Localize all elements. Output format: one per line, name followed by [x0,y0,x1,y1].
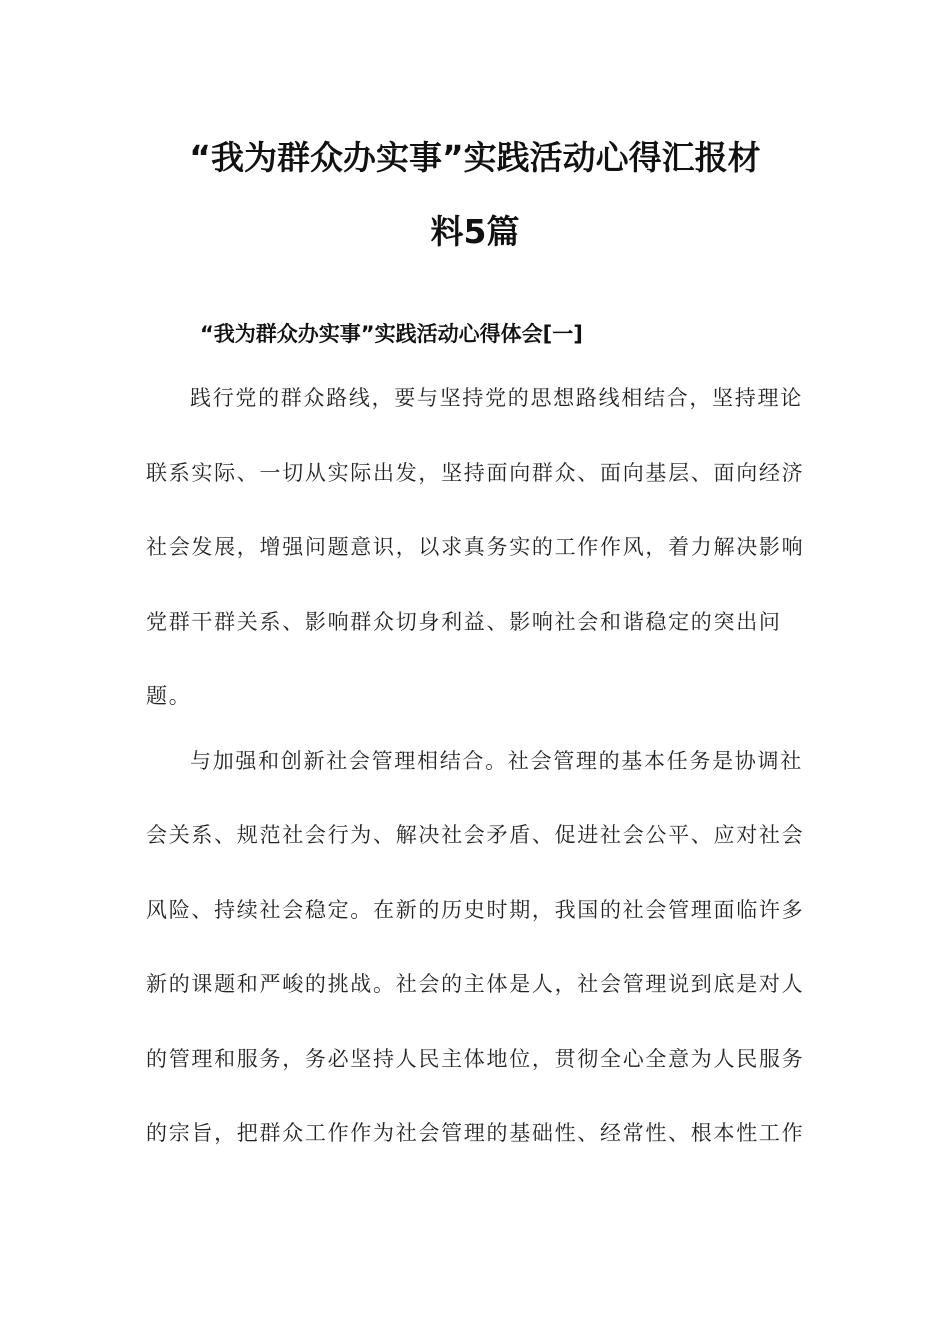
paragraph-1-line-3: 社会发展，增强问题意识，以求真务实的工作作风，着力解决影响 [146,535,805,559]
paragraph-1-line-1: 践行党的群众路线，要与坚持党的思想路线相结合，坚持理论 [190,386,803,410]
paragraph-2-line-4: 新的课题和严峻的挑战。社会的主体是人，社会管理说到底是对人 [146,972,805,996]
paragraph-1-line-4: 党群干群关系、影响群众切身利益、影响社会和谐稳定的突出问 [146,610,782,634]
paragraph-1-line-2: 联系实际、一切从实际出发，坚持面向群众、面向基层、面向经济 [146,461,805,485]
paragraph-1-line-5: 题。 [146,684,192,708]
document-title-line-2: 料5篇 [430,212,520,251]
paragraph-2-line-2: 会关系、规范社会行为、解决社会矛盾、促进社会公平、应对社会 [146,823,805,847]
paragraph-2-line-1: 与加强和创新社会管理相结合。社会管理的基本任务是协调社 [190,749,803,773]
section-heading: “我为群众办实事”实践活动心得体会[一] [200,322,583,346]
paragraph-2-line-5: 的管理和服务，务必坚持人民主体地位，贯彻全心全意为人民服务 [146,1047,805,1071]
paragraph-2-line-3: 风险、持续社会稳定。在新的历史时期，我国的社会管理面临许多 [146,898,805,922]
paragraph-2-line-6: 的宗旨，把群众工作作为社会管理的基础性、经常性、根本性工作 [146,1121,805,1145]
document-title-line-1: “我为群众办实事”实践活动心得汇报材 [189,138,761,177]
